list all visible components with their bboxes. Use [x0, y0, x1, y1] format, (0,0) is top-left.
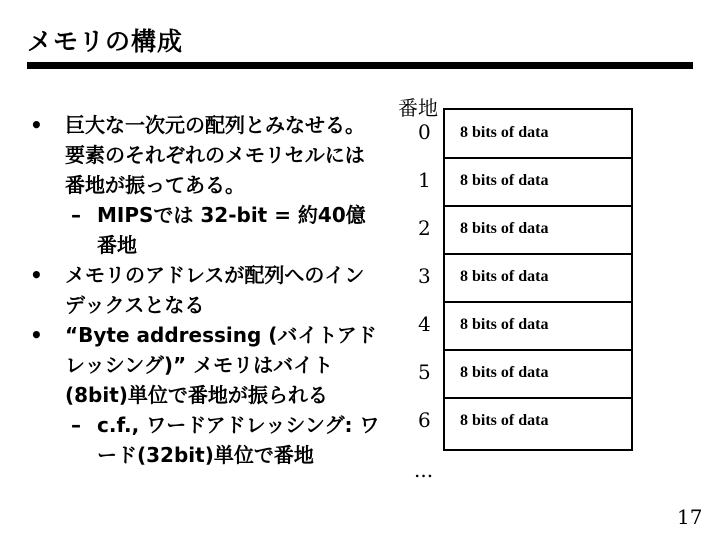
bullet-item [30, 320, 380, 410]
memory-cell [445, 350, 631, 398]
memory-table [443, 108, 633, 451]
sub-bullet-dash: – [71, 203, 81, 227]
memory-cell-content: 8 bits of data [460, 268, 549, 285]
address-label: 1 [418, 168, 431, 192]
bullet-dot: • [30, 323, 43, 347]
bullet-item [30, 110, 380, 200]
memory-cell-divider [445, 301, 631, 303]
memory-cell [445, 110, 631, 158]
bullet-text: “Byte addressing (バイトアドレッシング)” メモリはバイト(8bit)単位で番地が振られる [65, 323, 377, 407]
address-label: 5 [418, 360, 431, 384]
title-rule [27, 62, 693, 69]
memory-cell [445, 158, 631, 206]
sub-bullet-item [30, 410, 380, 470]
memory-cell-divider [445, 253, 631, 255]
memory-cell-divider [445, 205, 631, 207]
bullet-text: メモリのアドレスが配列へのインデックスとなる [65, 263, 365, 317]
memory-cell [445, 254, 631, 302]
memory-cell-divider [445, 157, 631, 159]
slide-title: メモリの構成 [27, 27, 184, 56]
memory-cell-content: 8 bits of data [460, 220, 549, 237]
memory-cell-content: 8 bits of data [460, 412, 549, 429]
address-header: 番地 [398, 96, 438, 120]
address-ellipsis: ... [414, 458, 434, 482]
page-number: 17 [677, 505, 703, 529]
memory-cell [445, 398, 631, 446]
bullet-dot: • [30, 113, 43, 137]
memory-cell-divider [445, 397, 631, 399]
bullet-dot: • [30, 263, 43, 287]
sub-bullet-item [30, 200, 380, 260]
address-label: 6 [418, 408, 431, 432]
bullet-list [30, 110, 380, 470]
address-label: 3 [418, 264, 431, 288]
memory-cell-content: 8 bits of data [460, 316, 549, 333]
memory-cell [445, 206, 631, 254]
sub-bullet-text: MIPSでは 32-bit = 約40億番地 [97, 203, 366, 257]
sub-bullet-text: c.f., ワードアドレッシング: ワード(32bit)単位で番地 [97, 413, 380, 467]
address-label: 2 [418, 216, 431, 240]
memory-cell-divider [445, 349, 631, 351]
bullet-text: 巨大な一次元の配列とみなせる。要素のそれぞれのメモリセルには番地が振ってある。 [65, 113, 365, 197]
address-label: 4 [418, 312, 431, 336]
sub-bullet-dash: – [71, 413, 81, 437]
memory-cell-content: 8 bits of data [460, 124, 549, 141]
memory-cell-content: 8 bits of data [460, 364, 549, 381]
memory-cell-content: 8 bits of data [460, 172, 549, 189]
memory-cell [445, 302, 631, 350]
address-label: 0 [418, 120, 431, 144]
bullet-item [30, 260, 380, 320]
